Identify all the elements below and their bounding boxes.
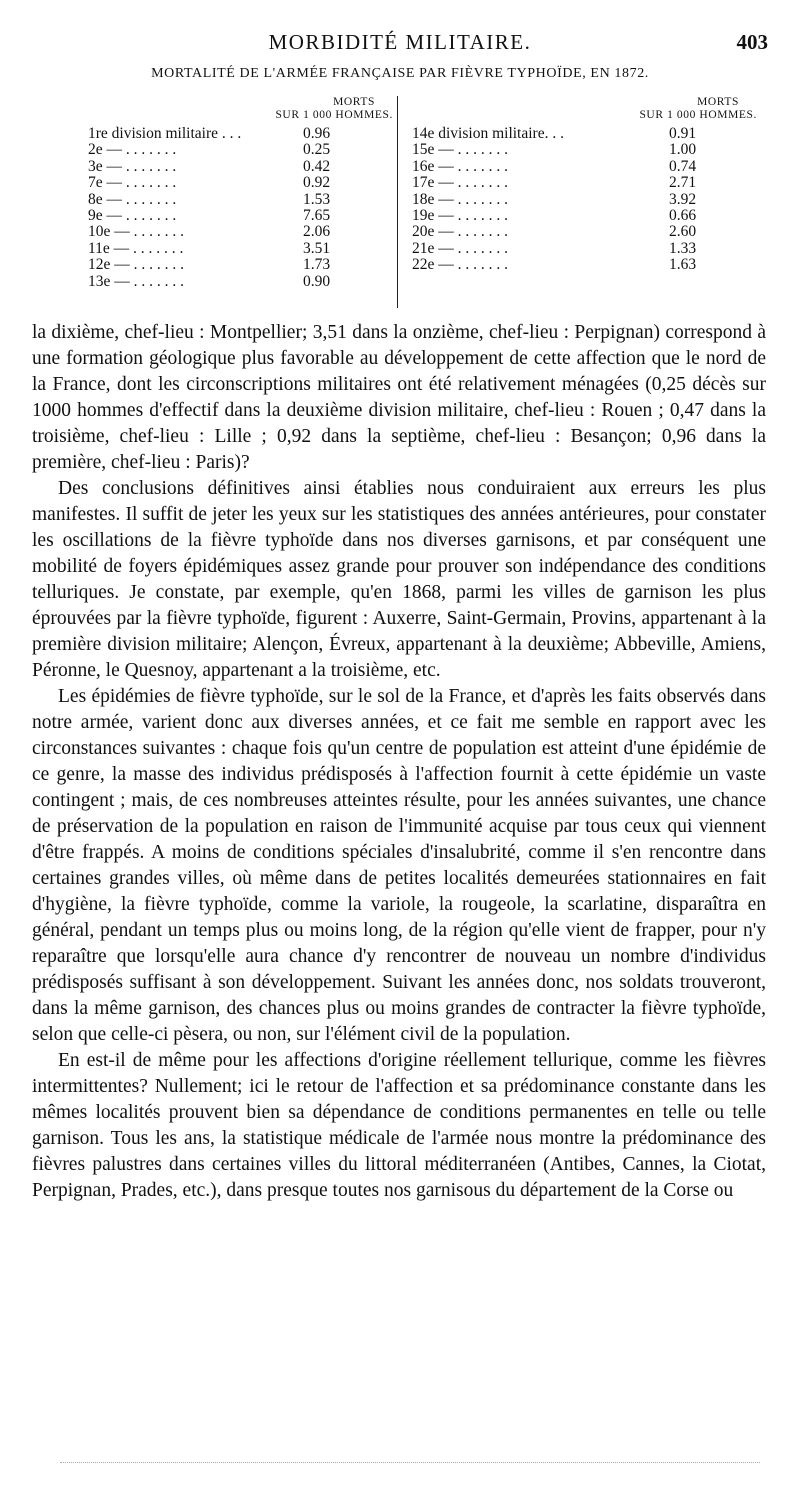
column-header-line1: MORTS: [697, 96, 739, 108]
row-value: 0.96: [303, 125, 331, 142]
row-label: 20e — . . . . . . .: [412, 223, 509, 241]
table-row: [412, 257, 757, 273]
table-row: [88, 192, 393, 208]
row-value: 3.92: [669, 190, 697, 208]
table-row: [88, 159, 393, 175]
table-row: [412, 241, 757, 257]
running-title: MORBIDITÉ MILITAIRE.: [268, 30, 532, 54]
column-header-line1: MORTS: [333, 96, 375, 108]
row-value: 0.92: [303, 174, 331, 192]
row-label: 10e — . . . . . . .: [88, 223, 185, 241]
table-row: [88, 224, 393, 240]
row-value: 3.51: [303, 239, 331, 257]
row-label: 17e — . . . . . . .: [412, 174, 509, 192]
row-label: 8e — . . . . . . .: [88, 190, 177, 208]
row-label: 21e — . . . . . . .: [412, 239, 509, 257]
row-label: 16e — . . . . . . .: [412, 157, 509, 175]
table-row: [412, 224, 757, 240]
mortality-table-left: [88, 96, 393, 290]
row-label: 1re division militaire . . .: [88, 125, 242, 142]
row-value: 0.42: [303, 157, 331, 175]
paragraph: Les épidémies de fièvre typhoïde, sur le sol de la France, et d'après les faits observés dans notre armée, varient donc aux diverses années, et ce fait me semble en rapport avec les circonstances suivantes : chaque fois qu'un centre de population est atteint d'une épidémie de ce genre, la masse des individus prédisposés à l'affection fournit à cette épidémie un vaste contingent ; mais, de ces nombreuses atteintes résulte, pour les années suivantes, une chance de préservation de la population en raison de l'immunité acquise par tous ceux qui viennent d'être frappés. A moins de conditions spéciales d'insalubrité, comme il s'en rencontre dans certaines grandes villes, où même dans de petites localités demeurées stationnaires en fait d'hygiène, la fièvre typhoïde, comme la variole, la rougeole, la scarlatine, disparaîtra en général, pendant un temps plus ou moins long, de la région qu'elle vient de frapper, pour n'y reparaître que lorsqu'elle aura chance d'y rencontrer de nouveau un nombre d'individus prédisposés suffisant à son développement. Suivant les années donc, nos soldats trouveront, dans la même garnison, des chances plus ou moins grandes de contracter la fièvre typhoïde, selon que celle-ci pèsera, ou non, sur l'élément civil de la population.: [32, 686, 766, 1045]
table-column-header: [412, 96, 757, 126]
table-column-header: [88, 96, 393, 126]
mortality-table-right: [412, 96, 757, 274]
table-row: [412, 142, 757, 158]
row-label: 13e — . . . . . . .: [88, 272, 185, 290]
table-row: [412, 208, 757, 224]
row-value: 1.00: [669, 141, 697, 159]
paragraph: Des conclusions définitives ainsi établies nous conduiraient aux erreurs les plus manifestes. Il suffit de jeter les yeux sur les statistiques des années antérieures, pour constater les oscillations de la fièvre typhoïde dans nos diverses garnisons, et par conséquent une mobilité de foyers épidémiques assez grande pour prouver son indépendance des conditions telluriques. Je constate, par exemple, qu'en 1868, parmi les villes de garnison les plus éprouvées par la fièvre typhoïde, figurent : Auxerre, Saint-Germain, Provins, appartenant à la première division militaire; Alençon, Évreux, appartenant à la deuxième; Abbeville, Amiens, Péronne, le Quesnoy, appartenant a la troisième, etc.: [32, 478, 766, 681]
row-label: 3e — . . . . . . .: [88, 157, 177, 175]
table-row: [88, 241, 393, 257]
table-row: [88, 142, 393, 158]
row-value: 1.63: [669, 256, 697, 274]
table-row: [88, 208, 393, 224]
row-value: 1.53: [303, 190, 331, 208]
row-label: 22e — . . . . . . .: [412, 256, 509, 274]
table-row: [412, 175, 757, 191]
table-row: [88, 175, 393, 191]
row-label: 18e — . . . . . . .: [412, 190, 509, 208]
table-row: [88, 257, 393, 273]
table-row: [88, 274, 393, 290]
column-header-line2: SUR 1 000 HOMMES.: [639, 109, 757, 121]
row-label: 7e — . . . . . . .: [88, 174, 177, 192]
row-value: 2.71: [669, 174, 697, 192]
footer-rule: [60, 1462, 760, 1463]
row-value: 1.33: [669, 239, 697, 257]
row-label: 15e — . . . . . . .: [412, 141, 509, 159]
page-number: 403: [736, 30, 768, 54]
row-value: 0.74: [669, 157, 697, 175]
row-value: 7.65: [303, 206, 331, 224]
table-divider: [397, 96, 398, 308]
row-value: 1.73: [303, 256, 331, 274]
table-row: [88, 126, 393, 142]
row-label: 2e — . . . . . . .: [88, 141, 177, 159]
row-value: 0.90: [303, 272, 331, 290]
paragraph: En est-il de même pour les affections d'origine réellement tellurique, comme les fièvres intermittentes? Nullement; ici le retour de l'affection et sa prédominance constante dans les mêmes localités prouvent bien sa dépendance de conditions permanentes en telle ou telle garnison. Tous les ans, la statistique médicale de l'armée nous montre la prédominance des fièvres palustres dans certaines villes du littoral méditerranéen (Antibes, Cannes, la Ciotat, Perpignan, Prades, etc.), dans presque toutes nos garnisous du département de la Corse ou: [32, 1050, 766, 1201]
table-row: [412, 192, 757, 208]
table-row: [412, 159, 757, 175]
row-label: 14e division militaire. . .: [412, 125, 564, 142]
paragraph-continuation: la dixième, chef-lieu : Montpellier; 3,51 dans la onzième, chef-lieu : Perpignan) correspond à une formation géologique plus favorable au développement de cette affection que le nord de la France, dont les circonscriptions militaires ont été relativement ménagées (0,25 décès sur 1000 hommes d'effectif dans la deuxième division militaire, chef-lieu : Rouen ; 0,47 dans la troisième, chef-lieu : Lille ; 0,92 dans la septième, chef-lieu : Besançon; 0,96 dans la première, chef-lieu : Paris)?: [32, 322, 766, 473]
row-value: 0.66: [669, 206, 697, 224]
row-label: 12e — . . . . . . .: [88, 256, 185, 274]
body-text: [32, 320, 766, 1204]
row-value: 2.60: [669, 223, 697, 241]
row-value: 0.25: [303, 141, 331, 159]
row-value: 0.91: [669, 125, 697, 142]
table-title: MORTALITÉ DE L'ARMÉE FRANÇAISE PAR FIÈVRE TYPHOÏDE, EN 1872.: [151, 66, 649, 81]
table-rows-right: [412, 126, 757, 274]
row-label: 9e — . . . . . . .: [88, 206, 177, 224]
column-header-line2: SUR 1 000 HOMMES.: [275, 109, 393, 121]
row-label: 19e — . . . . . . .: [412, 206, 509, 224]
row-value: 2.06: [303, 223, 331, 241]
table-row: [412, 126, 757, 142]
running-header: [32, 30, 768, 58]
table-rows-left: [88, 126, 393, 290]
row-label: 11e — . . . . . . .: [88, 239, 184, 257]
